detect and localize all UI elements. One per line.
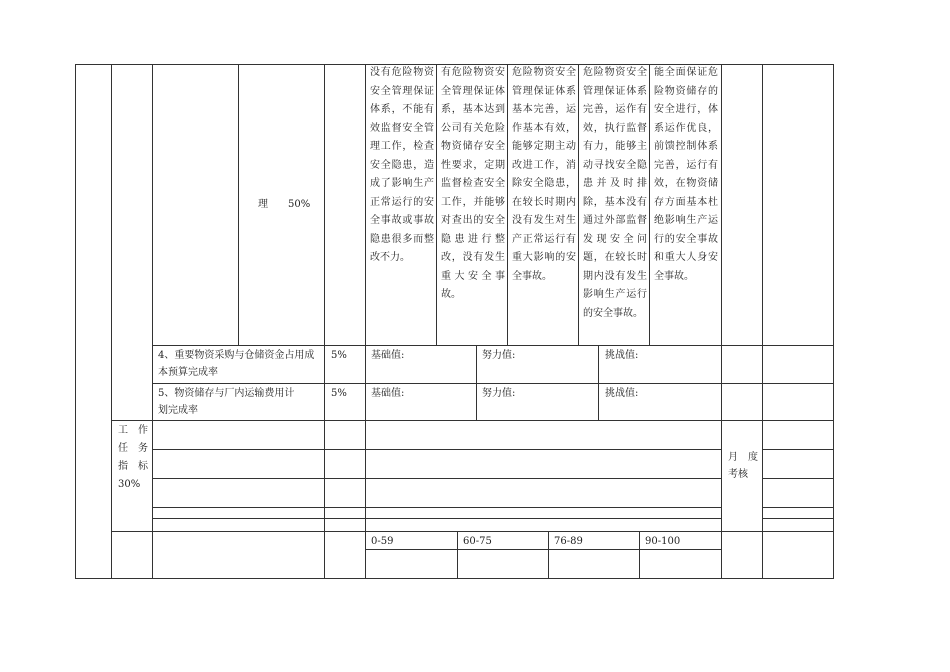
base-value-label: 基础值: xyxy=(371,388,405,399)
column-divider xyxy=(598,345,599,421)
column-divider xyxy=(507,64,508,346)
row-divider xyxy=(152,383,833,384)
score-range: 0-59 xyxy=(371,536,394,547)
column-divider xyxy=(649,64,650,346)
column-divider xyxy=(457,531,458,579)
level-description-2: 有危险物资安全管理保证体系，基本达到公司有关危险物资储存安全性要求，定期监督检查安全工作，并能够对查出的安全隐患进行整改，没有发生重大安全事故。 xyxy=(441,67,505,300)
row-divider xyxy=(152,507,721,508)
column-divider xyxy=(578,64,579,346)
column-divider xyxy=(324,64,325,579)
monthly-assessment-label: 月 度 xyxy=(728,452,758,463)
row-divider xyxy=(152,449,721,450)
column-divider xyxy=(111,64,112,579)
work-task-weight: 30% xyxy=(118,479,141,490)
column-divider xyxy=(639,531,640,579)
row-divider xyxy=(111,531,833,532)
indicator-label: 4、重要物资采购与仓储资金占用成 xyxy=(158,350,315,361)
table-border-bottom xyxy=(75,578,833,579)
row-divider xyxy=(152,518,721,519)
row-divider xyxy=(152,345,833,346)
challenge-value-label: 挑战值: xyxy=(605,388,639,399)
work-task-label: 工 作 xyxy=(118,425,148,436)
indicator-label-cont: 本预算完成率 xyxy=(158,367,218,378)
indicator-weight: 5% xyxy=(331,350,347,361)
row-divider xyxy=(762,449,833,450)
level-description-1: 没有危险物资安全管理保证体系，不能有效监督安全管理工作，检查安全隐患，造成了影响生产正常运行的安全事故或事故隐患很多而整改不力。 xyxy=(370,67,434,263)
column-divider xyxy=(436,64,437,346)
column-divider xyxy=(548,531,549,579)
column-divider xyxy=(762,64,763,579)
effort-value-label: 努力值: xyxy=(482,388,516,399)
row-divider xyxy=(762,478,833,479)
score-range: 90-100 xyxy=(645,536,681,547)
score-range: 60-75 xyxy=(463,536,492,547)
column-divider xyxy=(238,64,239,346)
table-border-left xyxy=(75,64,76,579)
indicator-label: 5、物资储存与厂内运输费用计 xyxy=(158,388,295,399)
row-divider xyxy=(152,478,721,479)
indicator-weight: 5% xyxy=(331,388,347,399)
column-divider xyxy=(152,64,153,579)
work-task-label: 指 标 xyxy=(118,461,148,472)
row-divider xyxy=(111,420,833,421)
table-border-right xyxy=(833,64,834,579)
level-description-5: 能全面保证危险物资储存的安全进行，体系运作优良，前馈控制体系完善，运行有效，在物资储存方面基本杜绝影响生产运行的安全事故和重大人身安全事故。 xyxy=(654,67,718,282)
item-label: 理 50% xyxy=(258,199,311,210)
row-divider xyxy=(762,507,833,508)
effort-value-label: 努力值: xyxy=(482,350,516,361)
score-range: 76-89 xyxy=(554,536,583,547)
level-description-3: 危险物资安全管理保证体系基本完善，运作基本有效，能够定期主动改进工作，消除安全隐患，在较长时期内没有发生对生产正常运行有重大影响的安全事故。 xyxy=(512,67,576,282)
row-divider xyxy=(762,518,833,519)
work-task-label: 任 务 xyxy=(118,443,148,454)
level-description-4: 危险物资安全管理保证体系完善，运作有效，执行监督有力，能够主动寻找安全隐患并及时排除，基本没有通过外部监督发现安全问题，在较长时期内没有发生影响生产运行的安全事故。 xyxy=(583,67,647,319)
indicator-label-cont: 划完成率 xyxy=(158,405,198,416)
challenge-value-label: 挑战值: xyxy=(605,350,639,361)
base-value-label: 基础值: xyxy=(371,350,405,361)
column-divider xyxy=(721,64,722,579)
column-divider xyxy=(476,345,477,421)
monthly-assessment-label: 考核 xyxy=(728,469,748,480)
column-divider xyxy=(365,64,366,579)
